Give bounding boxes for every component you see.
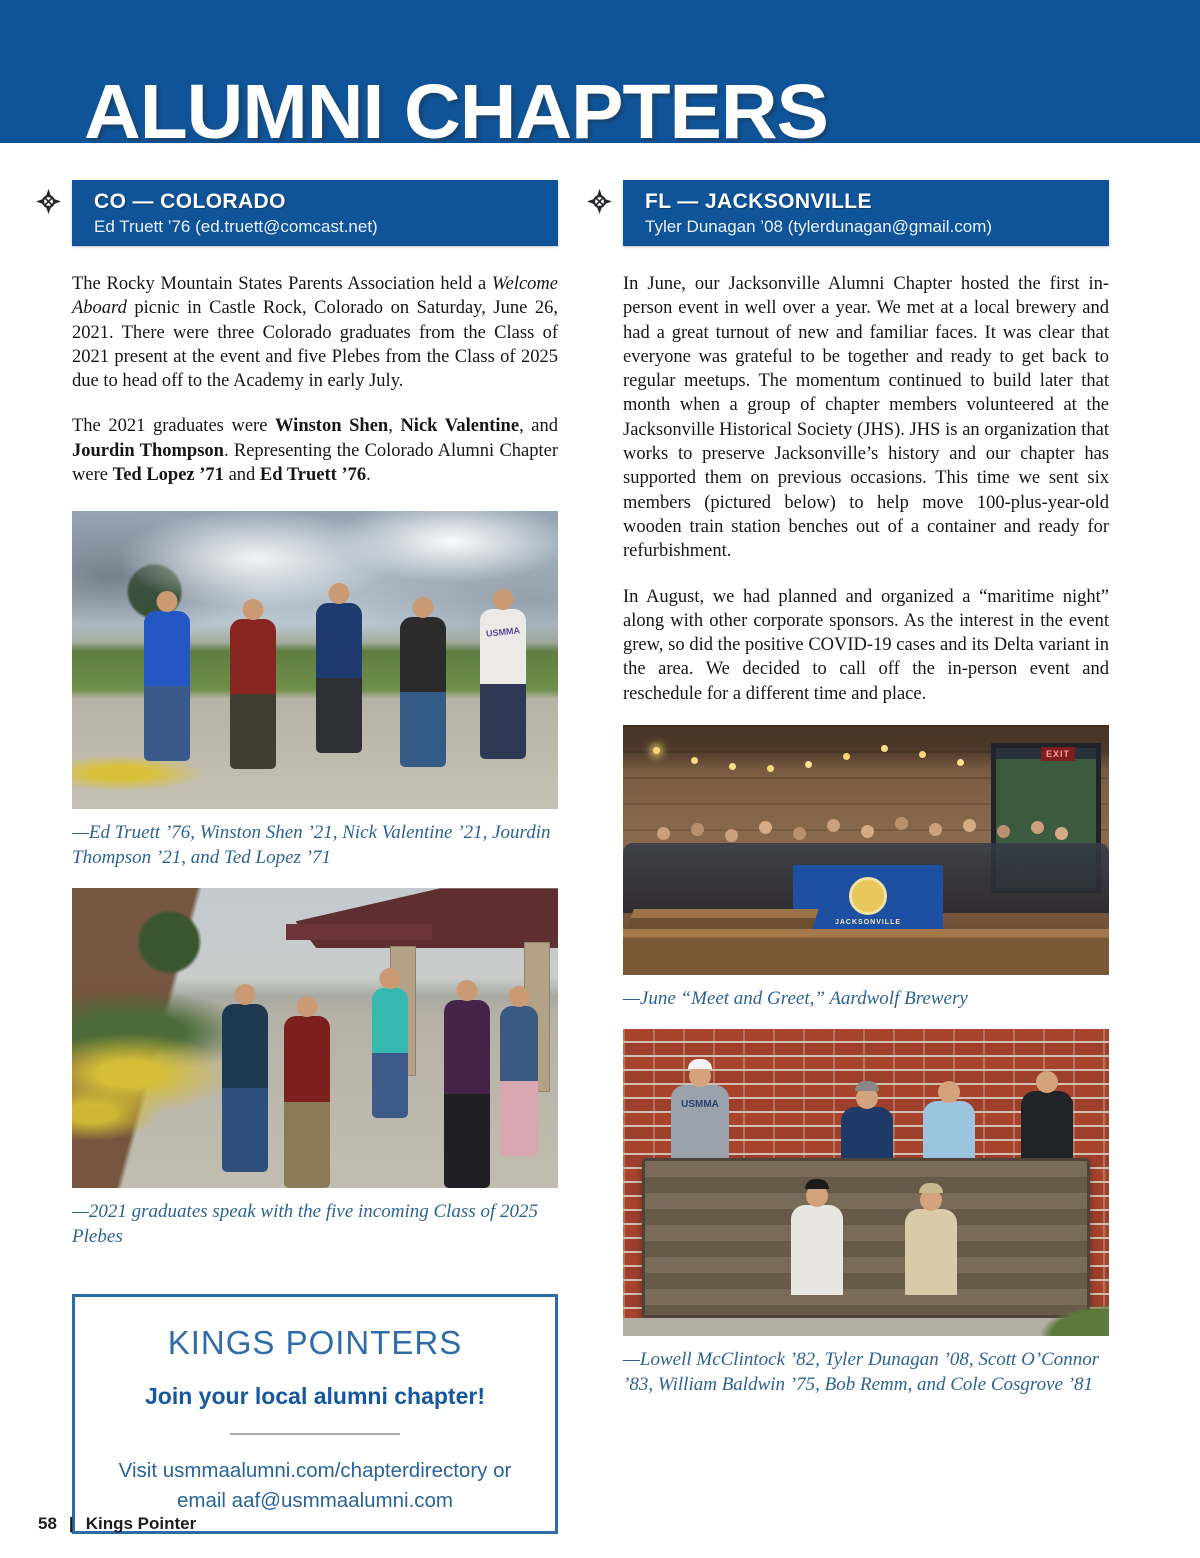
flag-text: JACKSONVILLE bbox=[834, 918, 902, 926]
photo-figure bbox=[230, 619, 276, 769]
gravel-ground bbox=[623, 1318, 1109, 1336]
pavilion-roof bbox=[286, 924, 432, 940]
chapter-contact: Ed Truett ’76 (ed.truett@comcast.net) bbox=[94, 216, 378, 236]
paragraph: The Rocky Mountain States Parents Association held a Welcome Aboard picnic in Castle Rock, Colorado on Saturday, June 26, 2021. There were three Colorado graduates from the Class of 2021 present at the event and five Plebes from the Class of 2025 due to head off to the Academy in early July. bbox=[72, 274, 558, 392]
photo-figure bbox=[444, 1000, 490, 1188]
chapter-title: CO — COLORADO bbox=[94, 189, 286, 213]
colorado-picnic-photo bbox=[72, 888, 558, 1188]
chapter-flag bbox=[793, 865, 943, 937]
photo-figure bbox=[791, 1205, 843, 1295]
photo-figure bbox=[923, 1101, 975, 1161]
promo-email-line[interactable]: email aaf@usmmaalumni.com bbox=[176, 1489, 453, 1513]
footer-separator: | bbox=[68, 1514, 74, 1533]
page-number: 58 bbox=[38, 1514, 57, 1533]
chapter-colorado bbox=[72, 180, 558, 1534]
paragraph: The 2021 graduates were Winston Shen, Nick Valentine, and Jourdin Thompson. Representing the Colorado Alumni Chapter were Ted Lopez ’71 and Ed Truett ’76. bbox=[72, 416, 559, 486]
photo-figure bbox=[372, 988, 408, 1118]
photo-figure bbox=[905, 1209, 957, 1295]
compass-rose-icon bbox=[36, 189, 61, 214]
paragraph: In August, we had planned and organized a “maritime night” along with other corporate sponsors. As the interest in the event grew, so did the positive COVID-19 cases and its Delta variant in the area. We decided to call off the in-person event and reschedule for a different time and place. bbox=[623, 586, 1109, 704]
photo-caption: —Lowell McClintock ’82, Tyler Dunagan ’08, Scott O’Connor ’83, William Baldwin ’75, Bob Remm, and Cole Cosgrove ’81 bbox=[623, 1349, 1100, 1396]
shirt-text: USMMA bbox=[681, 1099, 719, 1111]
promo-title: KINGS POINTERS bbox=[167, 1324, 463, 1362]
photo-caption: —2021 graduates speak with the five incoming Class of 2025 Plebes bbox=[72, 1201, 539, 1248]
exit-sign: EXIT bbox=[1041, 747, 1075, 761]
photo-caption: —June “Meet and Greet,” Aardwolf Brewery bbox=[623, 988, 968, 1010]
photo-figure bbox=[222, 1004, 268, 1172]
page-footer bbox=[38, 1514, 196, 1534]
flag-seal bbox=[849, 877, 887, 915]
promo-subtitle: Join your local alumni chapter! bbox=[145, 1383, 485, 1410]
wooden-table bbox=[623, 929, 1109, 975]
grass-patch bbox=[1041, 1305, 1109, 1336]
chapter-title: FL — JACKSONVILLE bbox=[645, 189, 872, 213]
chapter-header-bar bbox=[72, 180, 558, 246]
sweatshirt-text: USMMA bbox=[485, 625, 521, 640]
crowd-heads bbox=[657, 827, 670, 840]
page-title: ALUMNI CHAPTERS bbox=[84, 69, 828, 155]
jacksonville-brewery-photo bbox=[623, 725, 1109, 975]
colorado-group-photo bbox=[72, 511, 558, 809]
jacksonville-bench-photo bbox=[623, 1029, 1109, 1336]
compass-rose-icon bbox=[587, 189, 612, 214]
photo-figure bbox=[400, 617, 446, 767]
title-band bbox=[0, 0, 1200, 155]
paragraph: In June, our Jacksonville Alumni Chapter hosted the first in-person event in well over a year. We met at a local brewery and had a great turnout of new and familiar faces. It was clear that everyone was grateful to be together and ready to get back to regular meetups. The momentum continued to build later that month when a group of chapter members volunteered at the Jacksonville Historical Society (JHS). JHS is an organization that works to preserve Jacksonville’s history and our chapter has supported them on previous occasions. This time we sent six members (pictured below) to help move 100-plus-year-old wooden train station benches out of a container and ready for refurbishment. bbox=[623, 274, 1109, 562]
string-lights bbox=[653, 747, 660, 754]
photo-figure bbox=[144, 611, 190, 761]
two-column-layout bbox=[72, 180, 1110, 1534]
divider bbox=[230, 1433, 400, 1435]
chapter-jacksonville bbox=[623, 180, 1109, 1534]
kings-pointers-box bbox=[72, 1294, 558, 1534]
wooden-bench bbox=[642, 1158, 1089, 1318]
photo-figure bbox=[316, 603, 362, 753]
publication-name: Kings Pointer bbox=[85, 1514, 197, 1533]
photo-caption: —Ed Truett ’76, Winston Shen ’21, Nick Valentine ’21, Jourdin Thompson ’21, and Ted Lopez ’71 bbox=[72, 822, 551, 869]
promo-link-line[interactable]: Visit usmmaalumni.com/chapterdirectory or bbox=[118, 1459, 512, 1483]
photo-figure bbox=[480, 609, 526, 759]
chapter-header-bar bbox=[623, 180, 1109, 246]
photo-figure bbox=[500, 1006, 538, 1156]
chapter-contact: Tyler Dunagan ’08 (tylerdunagan@gmail.com) bbox=[645, 216, 993, 236]
photo-figure bbox=[284, 1016, 330, 1188]
